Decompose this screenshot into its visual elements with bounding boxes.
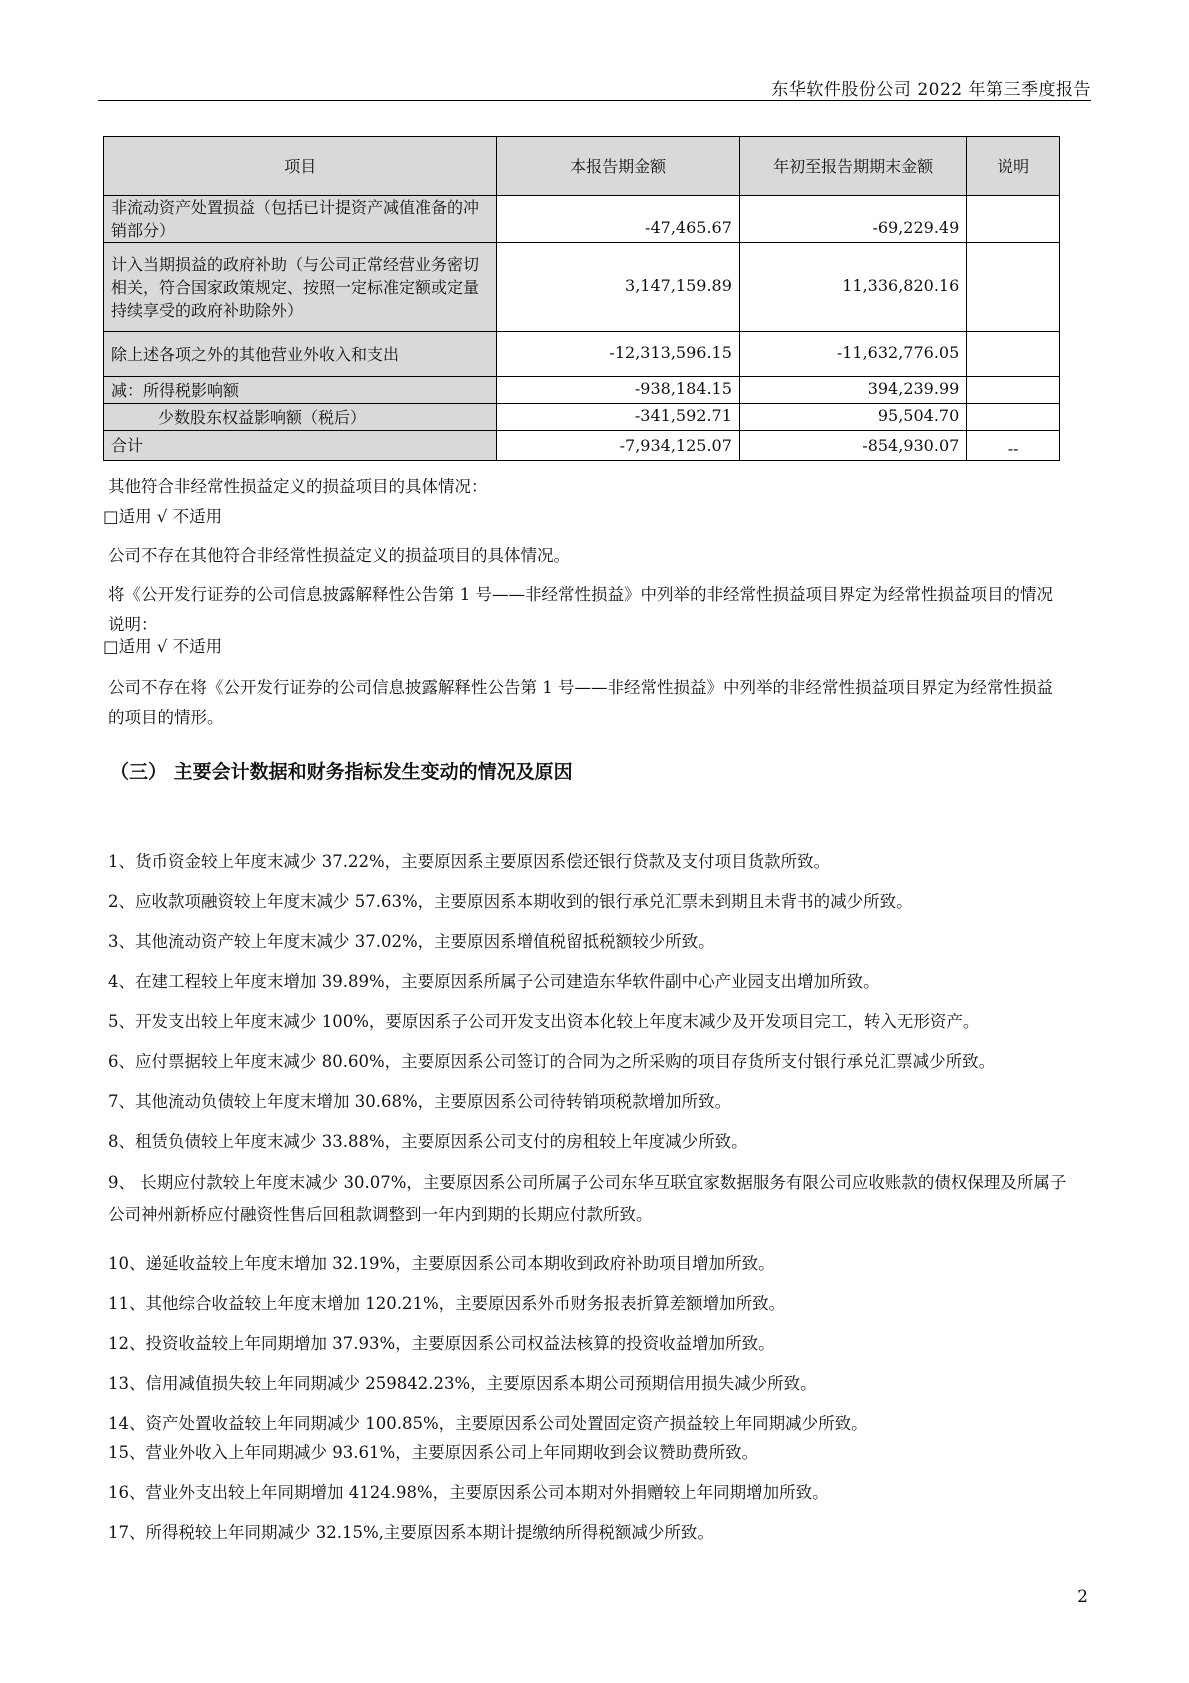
section-title: （三） 主要会计数据和财务指标发生变动的情况及原因 <box>110 761 573 783</box>
list-item: 13、信用减值损失较上年同期减少 259842.23%，主要原因系本期公司预期信用损失减少所致。 <box>108 1374 817 1393</box>
column-header-current-period: 本报告期金额 <box>497 137 740 196</box>
table-row <box>104 332 1060 377</box>
paragraph-other-items: 其他符合非经常性损益定义的损益项目的具体情况： <box>108 477 488 496</box>
list-item: 9、 长期应付款较上年度末减少 30.07%，主要原因系公司所属子公司东华互联宜家数据服务有限公司应收账款的债权保理及所属子公司神州新桥应付融资性售后回租款调整到一年内到期的长期应付款所致。 <box>108 1173 1067 1224</box>
paragraph-no-other-items: 公司不存在其他符合非经常性损益定义的损益项目的具体情况。 <box>108 546 570 565</box>
row-ytd-amount: 394,239.99 <box>739 377 966 404</box>
row-note <box>967 332 1060 377</box>
row-item-total: 合计 <box>104 431 497 461</box>
row-note: -- <box>967 431 1060 461</box>
list-item: 4、在建工程较上年度末增加 39.89%，主要原因系所属子公司建造东华软件副中心产业园支出增加所致。 <box>108 972 880 991</box>
list-item: 1、货币资金较上年度末减少 37.22%，主要原因系主要原因系偿还银行贷款及支付项目货款所致。 <box>108 852 831 871</box>
list-item: 5、开发支出较上年度末减少 100%，要原因系子公司开发支出资本化较上年度末减少及开发项目完工，转入无形资产。 <box>108 1012 980 1031</box>
non-recurring-items-table <box>103 136 1060 461</box>
row-ytd-amount: -69,229.49 <box>739 196 966 243</box>
report-header-title: 东华软件股份公司 2022 年第三季度报告 <box>771 80 1091 100</box>
row-current-amount: -938,184.15 <box>497 377 740 404</box>
row-item: 除上述各项之外的其他营业外收入和支出 <box>104 332 497 377</box>
list-item: 10、递延收益较上年度末增加 32.19%，主要原因系公司本期收到政府补助项目增加所致。 <box>108 1254 775 1273</box>
paragraph-reclassification: 将《公开发行证券的公司信息披露解释性公告第 1 号——非经常性损益》中列举的非经常性损益项目界定为经常性损益项目的情况说明： <box>108 585 1053 634</box>
list-item: 8、租赁负债较上年度末减少 33.88%，主要原因系公司支付的房租较上年度减少所致。 <box>108 1132 748 1151</box>
list-item: 15、营业外收入上年同期减少 93.61%，主要原因系公司上年同期收到会议赞助费所致。 <box>108 1443 759 1462</box>
list-item: 3、其他流动资产较上年度末减少 37.02%，主要原因系增值税留抵税额较少所致。 <box>108 932 715 951</box>
list-item: 2、应收款项融资较上年度末减少 57.63%，主要原因系本期收到的银行承兑汇票未到期且未背书的减少所致。 <box>108 892 913 911</box>
table-row <box>104 196 1060 243</box>
list-item: 7、其他流动负债较上年度末增加 30.68%，主要原因系公司待转销项税款增加所致。 <box>108 1092 732 1111</box>
row-item: 减：所得税影响额 <box>104 377 497 404</box>
table-header-row <box>104 137 1060 196</box>
table-row <box>104 404 1060 431</box>
list-item: 6、应付票据较上年度末减少 80.60%，主要原因系公司签订的合同为之所采购的项目存货所支付银行承兑汇票减少所致。 <box>108 1052 996 1071</box>
row-current-amount: -7,934,125.07 <box>497 431 740 461</box>
row-item: 非流动资产处置损益（包括已计提资产减值准备的冲销部分） <box>104 196 497 243</box>
applicability-line-1: □适用 √ 不适用 <box>103 507 223 526</box>
row-item: 少数股东权益影响额（税后） <box>104 404 497 431</box>
column-header-ytd: 年初至报告期期末金额 <box>739 137 966 196</box>
row-current-amount: -47,465.67 <box>497 196 740 243</box>
list-item: 14、资产处置收益较上年同期减少 100.85%，主要原因系公司处置固定资产损益较上年同期减少所致。 <box>108 1414 868 1433</box>
row-ytd-amount: -854,930.07 <box>739 431 966 461</box>
list-item: 16、营业外支出较上年同期增加 4124.98%，主要原因系公司本期对外捐赠较上年同期增加所致。 <box>108 1483 829 1502</box>
list-item: 12、投资收益较上年同期增加 37.93%，主要原因系公司权益法核算的投资收益增加所致。 <box>108 1334 775 1353</box>
row-ytd-amount: 95,504.70 <box>739 404 966 431</box>
row-ytd-amount: -11,632,776.05 <box>739 332 966 377</box>
table-row <box>104 377 1060 404</box>
table-row <box>104 243 1060 332</box>
column-header-item: 项目 <box>104 137 497 196</box>
row-current-amount: -12,313,596.15 <box>497 332 740 377</box>
paragraph-no-reclassification: 公司不存在将《公开发行证券的公司信息披露解释性公告第 1 号——非经常性损益》中列举的非经常性损益项目界定为经常性损益的项目的情形。 <box>108 678 1053 727</box>
row-current-amount: -341,592.71 <box>497 404 740 431</box>
row-note <box>967 377 1060 404</box>
row-ytd-amount: 11,336,820.16 <box>739 243 966 332</box>
page-number: 2 <box>1077 1587 1088 1607</box>
row-current-amount: 3,147,159.89 <box>497 243 740 332</box>
list-item: 11、其他综合收益较上年度末增加 120.21%，主要原因系外币财务报表折算差额增加所致。 <box>108 1294 786 1313</box>
list-item: 17、所得税较上年同期减少 32.15%,主要原因系本期计提缴纳所得税额减少所致。 <box>108 1523 714 1542</box>
applicability-line-2: □适用 √ 不适用 <box>103 637 223 656</box>
header-divider <box>98 100 1091 101</box>
row-note <box>967 243 1060 332</box>
row-note <box>967 196 1060 243</box>
row-item: 计入当期损益的政府补助（与公司正常经营业务密切相关，符合国家政策规定、按照一定标准定额或定量持续享受的政府补助除外） <box>104 243 497 332</box>
row-note <box>967 404 1060 431</box>
column-header-note: 说明 <box>967 137 1060 196</box>
table-row <box>104 431 1060 461</box>
